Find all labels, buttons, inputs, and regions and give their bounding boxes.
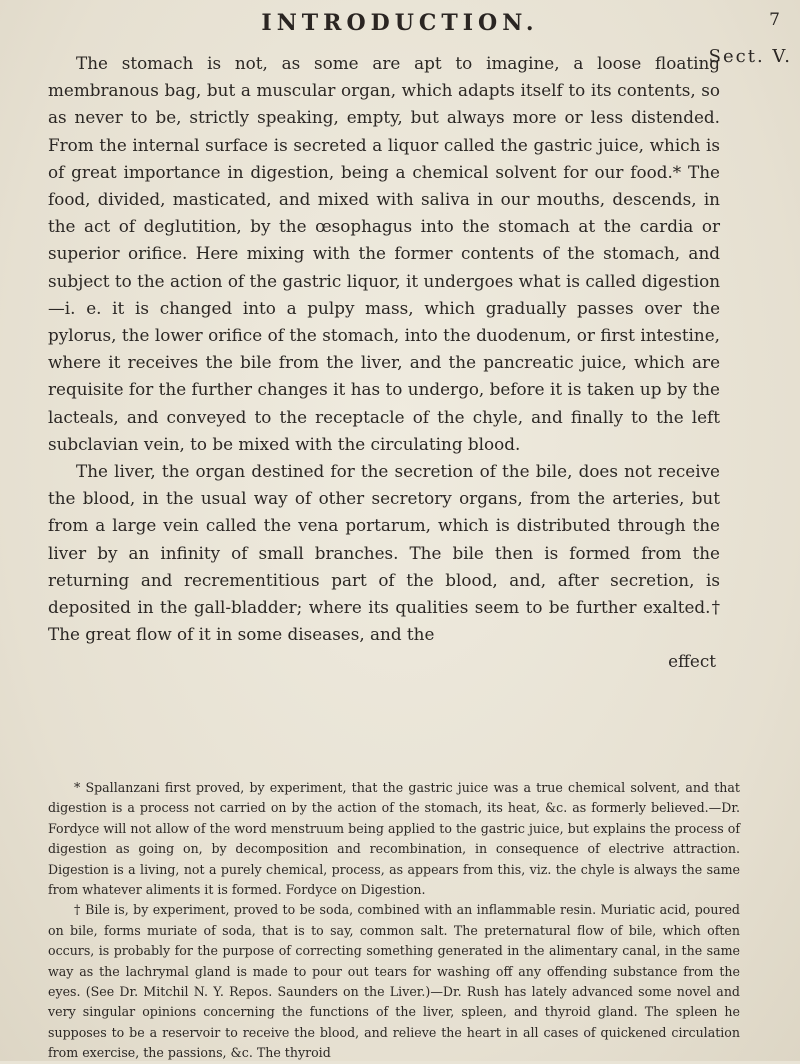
section-mark: Sect. V. bbox=[708, 46, 792, 67]
footnotes bbox=[48, 778, 740, 1064]
running-title: INTRODUCTION. bbox=[261, 10, 539, 36]
footnote-bile: † Bile is, by experiment, proved to be soda, combined with an inflammable resin. Muriatic acid, poured on bile, forms muriate of soda, that is to say, common salt. The preternatural flow of bile, which often occurs, is probably for the purpose of correcting something generated in the alimentary canal, in the same way as the lachrymal gland is made to pour out tears for washing off any offending substance from the eyes. (See Dr. Mitchil N. Y. Repos. Saunders on the Liver.)—Dr. Rush has lately advanced some novel and very singular opinions concerning the functions of the liver, spleen, and thyroid gland. The spleen he supposes to be a reservoir to receive the blood, and relieve the heart in all cases of quickened circulation from exercise, the passions, &c. The thyroid bbox=[48, 902, 740, 1061]
page-header bbox=[0, 8, 800, 48]
paragraph-stomach: The stomach is not, as some are apt to imagine, a loose floating membranous bag, but a muscular organ, which adapts itself to its contents, so as never to be, strictly speaking, empty, but always more or less distended. From the internal surface is secreted a liquor called the gastric juice, which is of great importance in digestion, being a chemical solvent for our food.* The food, divided, masticated, and mixed with saliva in our mouths, descends, in the act of deglutition, by the œsophagus into the stomach at the cardia or superior orifice. Here mixing with the former contents of the stomach, and subject to the action of the gastric liquor, it undergoes what is called digestion—i. e. it is changed into a pulpy mass, which gradually passes over the pylorus, the lower orifice of the stomach, into the duodenum, or first intestine, where it receives the bile from the liver, and the pancreatic juice, which are requisite for the further changes it has to undergo, before it is taken up by the lacteals, and conveyed to the receptacle of the chyle, and finally to the left subclavian vein, to be mixed with the circulating blood. bbox=[48, 53, 720, 454]
paragraph-liver: The liver, the organ destined for the secretion of the bile, does not receive the blood, in the usual way of other secretory organs, from the arteries, but from a large vein called the vena portarum, which is distributed through the liver by an infinity of small branches. The bile then is formed from the returning and recrementitious part of the blood, and, after secretion, is deposited in the gall-bladder; where its qualities seem to be further exalted.† The great flow of it in some diseases, and the bbox=[48, 461, 720, 645]
footnote-spallanzani: * Spallanzani first proved, by experiment, that the gastric juice was a true chemical solvent, and that digestion is a process not carried on by the action of the stomach, its heat, &c. as formerly believed.—Dr. Fordyce will not allow of the word menstruum being applied to the gastric juice, but explains the process of digestion as going on, by decomposition and recombination, in consequence of electrive attraction. Digestion is a living, not a purely chemical, process, as appears from this, viz. the chyle is always the same from whatever aliments it is formed. Fordyce on Digestion. bbox=[48, 780, 740, 898]
catchword: effect bbox=[668, 651, 716, 672]
main-text bbox=[48, 50, 720, 676]
page-number: 7 bbox=[769, 10, 780, 30]
